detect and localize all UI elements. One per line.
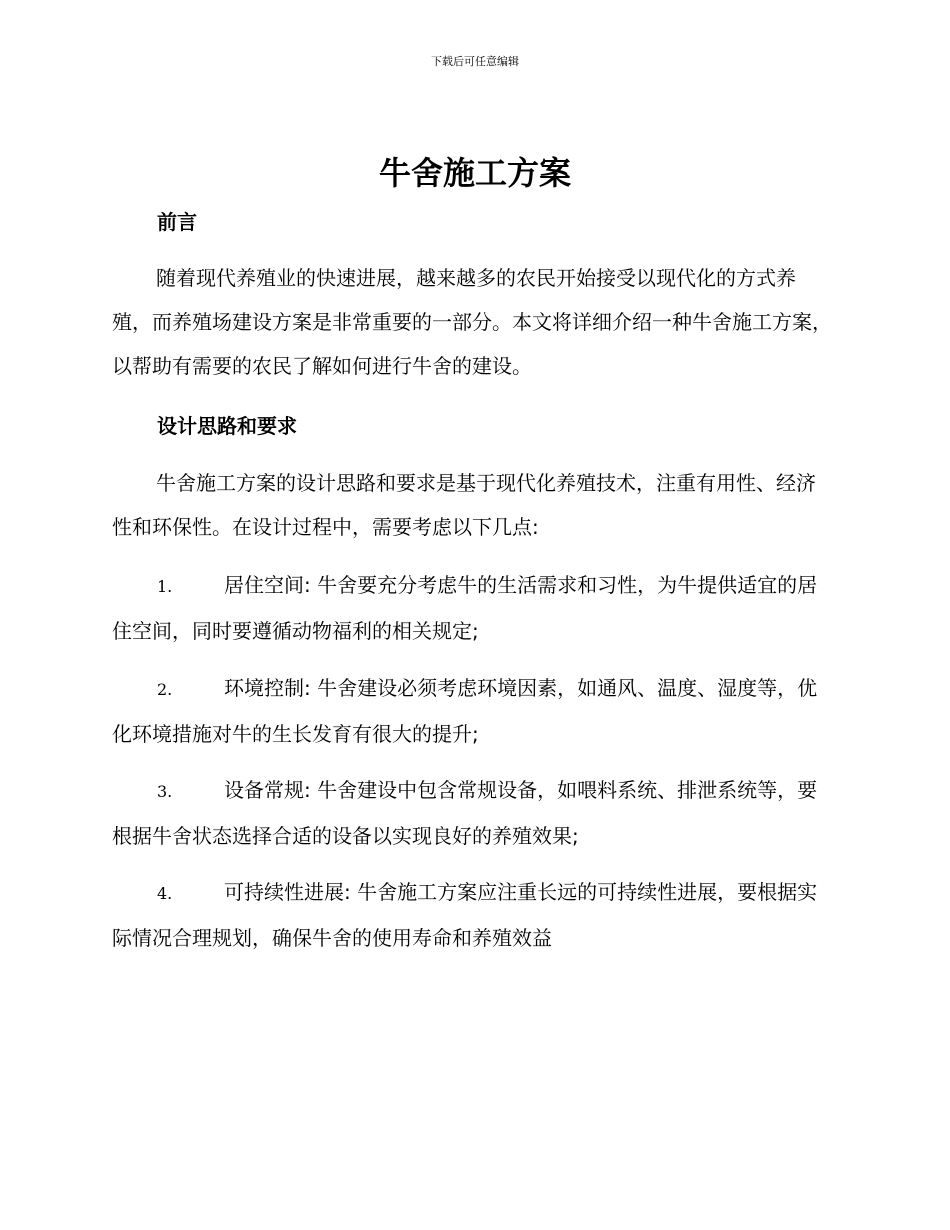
list-text: 设备常规: 牛舍建设中包含常规设备，如喂料系统、排泄系统等，要根据牛舍状态选择合适的设备以实现良好的养殖效果; [112,778,818,848]
design-paragraph: 牛舍施工方案的设计思路和要求是基于现代化养殖技术，注重有用性、经济性和环保性。在设计过程中，需要考虑以下几点: [112,471,816,539]
document-title: 牛舍施工方案 [378,154,571,192]
preface-paragraph: 随着现代养殖业的快速进展，越来越多的农民开始接受以现代化的方式养殖，而养殖场建设方案是非常重要的一部分。本文将详细介绍一种牛舍施工方案，以帮助有需要的农民了解如何进行牛舍的建设。 [112,266,832,378]
section-heading-design: 设计思路和要求 [157,414,297,438]
header-note: 下载后可任意编辑 [431,55,519,68]
list-number: 1. [157,577,173,596]
list-text: 环境控制: 牛舍建设必须考虑环境因素，如通风、温度、湿度等，优化环境措施对牛的生长发育有很大的提升; [112,676,818,746]
list-item-1 [112,563,832,653]
list-text: 可持续性进展: 牛舍施工方案应注重长远的可持续性进展，要根据实际情况合理规划，确保牛舍的使用寿命和养殖效益 [112,880,818,950]
list-item-4 [112,870,832,960]
list-text: 居住空间: 牛舍要充分考虑牛的生活需求和习性，为牛提供适宜的居住空间，同时要遵循动物福利的相关规定; [112,573,818,643]
list-number: 3. [157,782,173,801]
list-number: 4. [157,884,173,903]
list-number: 2. [157,680,173,699]
list-item-3 [112,768,832,858]
section-heading-preface: 前言 [157,210,197,234]
list-item-2 [112,666,832,756]
